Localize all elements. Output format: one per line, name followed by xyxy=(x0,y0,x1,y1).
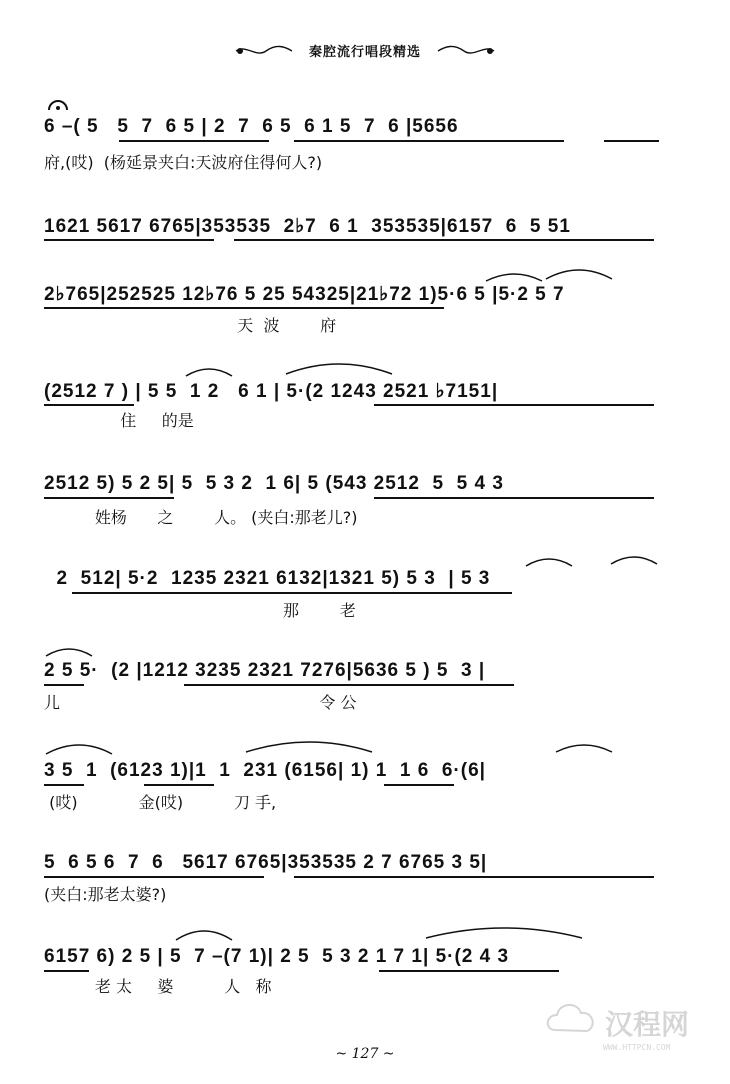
beam-line xyxy=(44,784,84,786)
notation-line: 2512 5) 5 2 5| 5 5 3 2 1 6| 5 (543 2512 5 5 4 3 xyxy=(44,473,504,494)
notation-line: 2♭765|252525 12♭76 5 25 54325|21♭72 1)5·6 5 |5·2 5 7 xyxy=(44,284,565,305)
slur-mark xyxy=(184,366,234,378)
beam-line xyxy=(44,307,444,309)
beam-line xyxy=(374,497,654,499)
beam-line xyxy=(44,239,214,241)
slur-mark xyxy=(424,926,584,940)
lyrics-line: 那 老 xyxy=(44,601,356,620)
slur-mark xyxy=(284,362,394,376)
slur-mark xyxy=(609,554,659,566)
score-system-6 xyxy=(44,568,664,628)
cloud-logo-icon xyxy=(545,995,600,1050)
beam-line xyxy=(374,404,654,406)
score-system-7 xyxy=(44,660,664,720)
beam-line xyxy=(384,784,454,786)
beam-line xyxy=(44,684,84,686)
slur-mark xyxy=(44,742,114,756)
lyrics-line: 府,(哎) (杨延景夹白:天波府住得何人?) xyxy=(44,153,323,172)
watermark-logo xyxy=(545,995,720,1065)
page-number: ~ 127 ~ xyxy=(335,1046,395,1062)
beam-line xyxy=(379,970,559,972)
book-title: 秦腔流行唱段精选 xyxy=(308,45,421,60)
page-header xyxy=(0,40,730,64)
lyrics-line: (哎) 金(哎) 刀 手, xyxy=(44,793,277,812)
score-system-2 xyxy=(44,215,664,255)
lyrics-line: 住 的是 xyxy=(44,411,194,430)
slur-mark xyxy=(544,267,614,281)
slur-mark xyxy=(244,740,374,754)
left-ornament-icon xyxy=(234,44,294,58)
beam-line xyxy=(294,140,564,142)
slur-mark xyxy=(524,556,574,568)
lyrics-line: 儿 令 公 xyxy=(44,693,357,712)
watermark-url: WWW.HTTPCN.COM xyxy=(603,1043,671,1052)
beam-line xyxy=(44,404,134,406)
lyrics-line: 天 波 府 xyxy=(44,316,337,335)
beam-line xyxy=(294,876,654,878)
notation-line: 6157 6) 2 5 | 5 7 –(7 1)| 2 5 5 3 2 1 7 1| 5·(2 4 3 xyxy=(44,946,510,967)
beam-line xyxy=(44,876,264,878)
score-system-5 xyxy=(44,473,664,533)
lyrics-line: 姓杨 之 人。 (夹白:那老儿?) xyxy=(44,508,358,527)
score-system-1 xyxy=(44,116,664,176)
fermata-icon xyxy=(46,96,70,112)
score-system-3 xyxy=(44,283,664,343)
slur-mark xyxy=(484,271,544,283)
notation-line: 6 –( 5 5 7 6 5 | 2 7 6 5 6 1 5 7 6 |5656 xyxy=(44,116,459,137)
lyrics-line: (夹白:那老太婆?) xyxy=(44,885,167,904)
beam-line xyxy=(184,684,514,686)
slur-mark xyxy=(554,742,614,754)
beam-line xyxy=(44,497,174,499)
notation-line: 1621 5617 6765|353535 2♭7 6 1 353535|6157 6 5 51 xyxy=(44,216,571,237)
beam-line xyxy=(604,140,659,142)
beam-line xyxy=(72,592,512,594)
notation-line: (2512 7 ) | 5 5 1 2 6 1 | 5·(2 1243 2521 ♭7151| xyxy=(44,381,499,402)
notation-line: 2 512| 5·2 1235 2321 6132|1321 5) 5 3 | 5 3 xyxy=(44,568,491,589)
slur-mark xyxy=(44,646,94,658)
score-system-4 xyxy=(44,380,664,440)
beam-line xyxy=(144,784,214,786)
beam-line xyxy=(44,970,89,972)
slur-mark xyxy=(174,928,234,942)
notation-line: 3 5 1 (6123 1)|1 1 231 (6156| 1) 1 1 6 6·(6| xyxy=(44,760,486,781)
right-ornament-icon xyxy=(436,44,496,58)
lyrics-line: 老 太 婆 人 称 xyxy=(44,977,272,996)
score-system-8 xyxy=(44,760,664,820)
notation-line: 2 5 5· (2 |1212 3235 2321 7276|5636 5 ) 5 3 | xyxy=(44,660,486,681)
notation-line: 5 6 5 6 7 6 5617 6765|353535 2 7 6765 3 5| xyxy=(44,852,488,873)
beam-line xyxy=(119,140,269,142)
beam-line xyxy=(234,239,654,241)
score-system-9 xyxy=(44,852,664,912)
watermark-text: 汉程网 xyxy=(605,1008,690,1041)
